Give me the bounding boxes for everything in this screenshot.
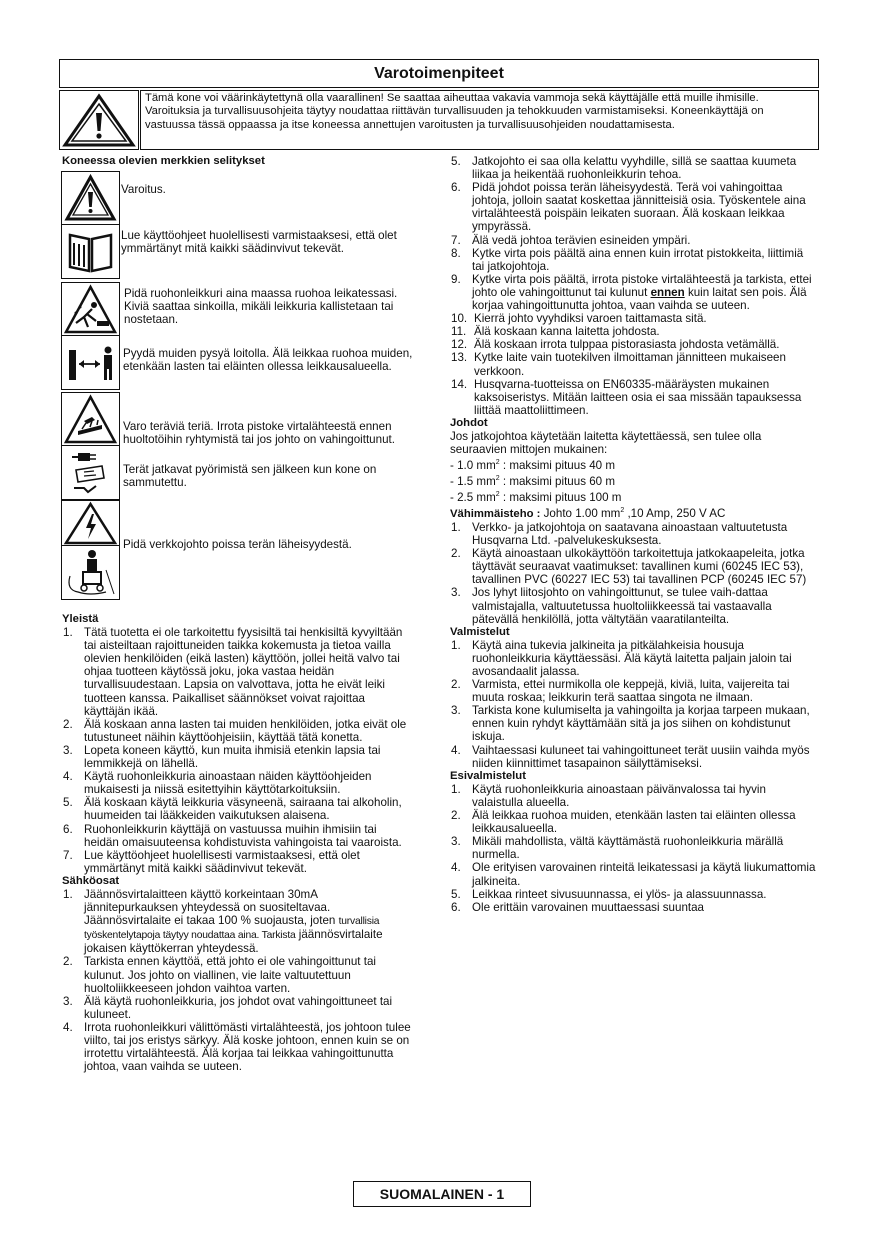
cords-list (450, 521, 817, 626)
electrical-item (450, 155, 817, 181)
cord-size-value: - 1.0 mm (450, 459, 496, 473)
electrical-item-text: Älä käytä ruohonleikkuria, jos johdot ovat vahingoittuneet tai kuluneet. (84, 994, 393, 1021)
sharp-blades-icon (62, 393, 119, 446)
prep-item-number: 2. (451, 678, 461, 692)
preprep-item-number: 2. (451, 809, 461, 823)
preprep-item (450, 783, 817, 809)
electrical-item-text: Husqvarna-tuotteissa on EN60335-määräysten mukainen kaksoiseristys. Mitään laitteen osia ei saa missään tapauksessa liittää maattoliittimeen. (474, 377, 802, 417)
cord-size-length: : maksimi pituus 60 m (499, 474, 615, 488)
electrical-list-a (62, 955, 412, 1073)
cords-min-value-a: Johto 1.00 mm (540, 506, 621, 520)
general-heading: Yleistä (62, 613, 99, 625)
electrical-item-text: Älä koskaan kanna laitetta johdosta. (474, 325, 660, 339)
cords-item-text: Käytä ainoastaan ulkokäyttöön tarkoitettuja jatkokaapeleita, jotka täyttävät seuraavat vaatimukset: tavallinen kumi (60245 IEC 53), tavallinen PVC (60227 IEC 53) tai tavallinen PCP (60245 IEC 57) (472, 547, 807, 587)
general-item-text: Ruohonleikkurin käyttäjä on vastuussa muihin ihmisiin tai heidän omaisuuteensa kohdistuvista vahingoista tai vaaroista. (84, 822, 402, 849)
cord-size-length: : maksimi pituus 100 m (499, 490, 622, 504)
prep-item (450, 744, 817, 770)
general-item-text: Lue käyttöohjeet huolellisesti varmistaaksesi, että olet ymmärtänyt mitä kaikki säädinvivut tekevät. (84, 848, 360, 875)
prep-item (450, 639, 817, 678)
electrical-item (450, 312, 817, 325)
electrical-item-number: 2. (63, 955, 73, 969)
symbol-distance-text: Pyydä muiden pysyä loitolla. Älä leikkaa ruohoa muiden, etenkään lasten tai eläinten ollessa leikkausalueella. (123, 347, 413, 374)
intro-text: Tämä kone voi väärinkäytettynä olla vaarallinen! Se saattaa aiheuttaa vakavia vammoja sekä käyttäjälle että muille ihmisille. Varoituksia ja turvallisuusohjeita täytyy noudattaa riittävän turvallisuuden ja tehokkuuden varmistamiseksi. Koneenkäyttäjä on vastuussa tässä oppaassa ja itse koneessa annettujen varoitusten ja turvallisuusohjeiden noudattamisesta. (140, 90, 819, 150)
electrical-item-number: 6. (451, 181, 461, 195)
general-list (62, 626, 412, 875)
prep-item-number: 1. (451, 638, 461, 652)
thrown-objects-icon (62, 283, 119, 336)
cords-min-value-b: ,10 Amp, 250 V AC (624, 506, 726, 520)
electrical-item-number: 11. (451, 325, 467, 339)
cords-item-number: 1. (451, 520, 461, 534)
electric-shock-icon (62, 501, 119, 546)
prep-heading: Valmistelut (450, 625, 510, 638)
electrical-item-1: 1. Jäännösvirtalaitteen käyttö korkeintaan 30mA jännitepurkauksen yhteydessä on suositeltavaa. Jäännösvirtalaite ei takaa 100 % suojausta, joten turvallisia työskentelytapoja täytyy noudattaa aina. Tarkista jäännösvirtalaite jokaisen käyttökerran yhteydessä. (63, 887, 383, 956)
symbol-blades-text-2: Terät jatkavat pyörimistä sen jälkeen kun kone on sammutettu. (123, 463, 377, 490)
electrical-item-9: 9. Kytke virta pois päältä, irrota pistoke virtalähteestä ja tarkista, ettei johto ole vahingoittunut tai kulunut ennen kuin laitat sen pois. Älä korjaa vahingoittunutta johtoa, vaan vaihda se uuteen. (451, 272, 812, 313)
cord-size-row (450, 456, 817, 472)
electrical-item-9-b: kuin laitat sen pois. Älä korjaa vahingoittunutta johtoa, vaan vaihda se uuteen. (472, 285, 807, 313)
electrical-heading: Sähköosat (62, 874, 120, 887)
general-item-number: 5. (63, 796, 73, 810)
page-footer: SUOMALAINEN - 1 (353, 1181, 531, 1207)
general-item (62, 770, 412, 796)
cord-size-sup: 2 (495, 459, 500, 467)
electrical-item (62, 955, 412, 994)
cord-size-value: - 2.5 mm (450, 490, 496, 504)
electrical-item-text: Jatkojohto ei saa olla kelattu vyyhdille, sillä se saattaa kuumeta liikaa ja heikentää ruohonleikkurin tehoa. (472, 155, 797, 182)
symbol-manual-box (61, 224, 120, 279)
electrical-item-number: 10. (451, 312, 468, 326)
electrical-item-1-a: Jäännösvirtalaitteen käyttö korkeintaan 30mA jännitepurkauksen yhteydessä on suositeltavaa. Jäännösvirtalaite ei takaa 100 % suojausta, joten (84, 887, 336, 928)
electrical-item-number: 8. (451, 246, 461, 260)
electrical-item (450, 234, 817, 247)
preprep-item-text: Leikkaa rinteet sivusuunnassa, ei ylös- ja alassuunnassa. (472, 887, 767, 901)
symbol-distance-box (61, 335, 120, 390)
electrical-item-1-b: turvallisia työskentelytapoja täytyy noudattaa aina. Tarkista (84, 916, 380, 942)
electrical-item (450, 325, 817, 338)
electrical-item-number: 5. (451, 155, 461, 168)
general-item-number: 3. (63, 743, 73, 757)
cords-heading: Johdot (450, 416, 488, 429)
general-item-number: 2. (63, 717, 73, 731)
general-item-number: 7. (63, 848, 73, 862)
prep-item (450, 704, 817, 743)
prep-item-text: Tarkista kone kulumiselta ja vahingoilta ja korjaa tarpeen mukaan, ennen kuin ryhdyt käyttämään sitä ja jos siihen on kohdistunut iskuja. (472, 704, 810, 744)
symbol-shock-box (61, 500, 120, 547)
electrical-item-text: Kytke virta pois päältä aina ennen kuin irrotat pistokkeita, liittimiä tai jatkojohtoja. (472, 246, 804, 273)
cord-mower-icon (62, 546, 119, 599)
prep-item (450, 678, 817, 704)
symbol-thrown-objects-box (61, 282, 120, 337)
preprep-item (450, 888, 817, 901)
electrical-list-c (450, 312, 817, 417)
electrical-item (450, 351, 817, 377)
preprep-item-text: Ole erittäin varovainen muuttaessasi suuntaa (472, 900, 705, 914)
electrical-item-text: Älä vedä johtoa terävien esineiden ympäri. (472, 233, 691, 247)
cords-min-sup: 2 (620, 507, 625, 515)
left-column-flow (62, 613, 412, 1073)
electrical-item (450, 378, 817, 417)
symbol-unplug-box (61, 445, 120, 500)
preprep-item-number: 1. (451, 782, 461, 796)
preprep-item (450, 835, 817, 861)
cord-size-length: : maksimi pituus 40 m (499, 459, 615, 473)
general-item (62, 626, 412, 718)
cord-size-row (450, 488, 817, 504)
electrical-item-number: 7. (451, 233, 461, 247)
cord-size-row (450, 472, 817, 488)
electrical-item (450, 247, 817, 273)
general-item (62, 718, 412, 744)
preprep-item (450, 861, 817, 887)
keep-distance-icon (62, 336, 119, 389)
cords-minimum (450, 504, 817, 521)
prep-item-number: 4. (451, 743, 461, 757)
preprep-item (450, 901, 817, 914)
cords-intro: Jos jatkojohtoa käytetään laitetta käytettäessä, sen tulee olla seuraavien mittojen mukainen: (450, 429, 762, 457)
symbol-blades-box (61, 392, 120, 447)
preprep-item-text: Älä leikkaa ruohoa muiden, etenkään lasten tai eläinten ollessa leikkausalueella. (472, 809, 796, 836)
general-item-text: Käytä ruohonleikkuria ainoastaan näiden käyttöohjeiden mukaisesti ja niissä esitettyihin käyttötarkoituksiin. (84, 770, 372, 797)
general-item-text: Älä koskaan käytä leikkuria väsyneenä, sairaana tai alkoholin, huumeiden tai lääkkeiden vaikutuksen alaisena. (84, 796, 402, 823)
symbol-cord-text: Pidä verkkojohto poissa terän läheisyydestä. (123, 538, 352, 551)
unplug-icon (62, 446, 119, 499)
preprep-item-number: 4. (451, 861, 461, 875)
general-item-number: 6. (63, 822, 73, 836)
cords-item (450, 521, 817, 547)
prep-list (450, 639, 817, 770)
preprep-item-number: 5. (451, 887, 461, 901)
cord-size-sup: 2 (495, 475, 500, 483)
electrical-item-text: Pidä johdot poissa terän läheisyydestä. Terä voi vahingoittaa johtoja, jolloin saatat koskettaa jännitteisiä osia. Työskentele aina virtalähteestä poispäin leikaten suoraan. Älä koskaan leikkaa ympyrässä. (472, 181, 806, 234)
electrical-item-text: Kytke laite vain tuotekilven ilmoittaman jännitteen mukaiseen verkkoon. (474, 351, 786, 378)
preprep-item-text: Mikäli mahdollista, vältä käyttämästä ruohonleikkuria märällä nurmella. (472, 835, 784, 862)
electrical-item-text: Tarkista ennen käyttöä, että johto ei ole vahingoittunut tai kulunut. Jos johto on viallinen, vie laite valtuutettuun huoltoliikkeeseen johdon vaihtoa varten. (84, 955, 376, 995)
symbol-blades-text-1: Varo teräviä teriä. Irrota pistoke virtalähteestä ennen huoltotöihin ryhtymistä tai jos johto on vahingoittunut. (123, 420, 395, 447)
symbols-heading: Koneessa olevien merkkien selitykset (62, 155, 265, 167)
symbol-cord-box (61, 545, 120, 600)
cords-min-label: Vähimmäisteho : (450, 507, 541, 520)
general-item-text: Älä koskaan anna lasten tai muiden henkilöiden, jotka eivät ole tutustuneet näihin käyttöohjeisiin, käyttää tätä konetta. (84, 717, 407, 744)
page-title: Varotoimenpiteet (59, 59, 819, 88)
general-item-text: Tätä tuotetta ei ole tarkoitettu fyysisiltä tai henkisiltä kyvyiltään tai aisteiltaan rajoittuneiden taikka kokemusta ja tietoa vailla olevien henkilöiden (eikä lasten) käyttöön, jollei heitä valvo tai ohjaa tuotteen käytössä joku, joka vastaa heidän turvallisuudestaan. Lapsia on valvottava, jotta he eivät leiki tuotteen kanssa. Paikalliset säännökset voivat rajoittaa käyttäjän ikää. (84, 626, 403, 718)
preprep-item-text: Ole erityisen varovainen rinteitä leikatessasi ja käytä liukumattomia jalkineita. (472, 861, 816, 888)
cords-item-number: 2. (451, 547, 461, 561)
general-item (62, 823, 412, 849)
symbol-warning-box (61, 171, 120, 226)
prep-item-number: 3. (451, 704, 461, 718)
electrical-item-text: Kierrä johto vyyhdiksi varoen taittamasta sitä. (474, 312, 707, 326)
preprep-item (450, 809, 817, 835)
electrical-item-text: Irrota ruohonleikkuri välittömästi virtalähteestä, jos johtoon tulee viilto, tai jos eristys särkyy. Älä koske johtoon, ennen kuin se on irrotettu virtalähteestä. Älä korjaa tai leikkaa vahingoittunutta johtoa, vaan vaihda se uuteen. (84, 1020, 411, 1074)
electrical-item-number: 4. (63, 1020, 73, 1034)
cord-sizes (450, 456, 817, 504)
electrical-item-number: 13. (451, 351, 468, 365)
electrical-item (62, 995, 412, 1021)
warning-triangle-icon (62, 172, 119, 225)
right-column-flow (450, 155, 817, 914)
general-item (62, 849, 412, 875)
general-item-number: 1. (63, 626, 73, 640)
symbol-ground-text: Pidä ruohonleikkuri aina maassa ruohoa leikatessasi. Kiviä saattaa sinkoilla, mikäli leikkuria kallistetaan tai nostetaan. (124, 287, 398, 327)
cords-item-text: Verkko- ja jatkojohtoja on saatavana ainoastaan valtuutetusta Husqvarna Ltd. -palvelukeskuksesta. (472, 520, 788, 548)
cords-item-number: 3. (451, 586, 461, 600)
intro-warning-icon-box (59, 90, 139, 150)
electrical-item-number: 3. (63, 994, 73, 1008)
electrical-item (450, 338, 817, 351)
electrical-list-b (450, 155, 817, 273)
electrical-item-text: Älä koskaan irrota tulppaa pistorasiasta johdosta vetämällä. (474, 338, 780, 352)
general-item-text: Lopeta koneen käyttö, kun muita ihmisiä etenkin lapsia tai lemmikkejä on lähellä. (84, 743, 381, 771)
cords-item (450, 547, 817, 586)
prep-item-text: Käytä aina tukevia jalkineita ja pitkälahkeisia housuja ruohonleikkuria käyttäessäsi. Älä käytä laitetta paljain jaloin tai avosandaalit jalassa. (472, 638, 792, 678)
cord-size-value: - 1.5 mm (450, 474, 496, 488)
electrical-item-number: 12. (451, 338, 468, 352)
electrical-item-1-c: jäännösvirtalaite jokaisen käyttökerran yhteydessä. (84, 928, 383, 956)
preprep-heading: Esivalmistelut (450, 769, 526, 782)
electrical-item (450, 181, 817, 233)
general-item (62, 796, 412, 822)
warning-triangle-icon (60, 91, 138, 149)
symbol-manual-text: Lue käyttöohjeet huolellisesti varmistaaksesi, että olet ymmärtänyt mitä kaikki säädinvivut tekevät. (121, 229, 397, 256)
prep-item-text: Varmista, ettei nurmikolla ole keppejä, kiviä, luita, vaijereita tai muuta roskaa; leikkurin terä saattaa singota ne ilmaan. (472, 678, 790, 705)
manual-book-icon (62, 225, 119, 278)
electrical-item-number: 14. (451, 377, 468, 391)
general-item-number: 4. (63, 770, 73, 784)
electrical-item (62, 1021, 412, 1073)
preprep-item-text: Käytä ruohonleikkuria ainoastaan päivänvalossa tai hyvin valaistulla alueella. (472, 782, 766, 809)
cords-item-text: Jos lyhyt liitosjohto on vahingoittunut, se tulee vaih-dattaa valmistajalla, valtuutetussa huoltoliikkeessä tai vastaavalla pätevällä henkilöllä, jotta vältytään vaaratilanteilta. (472, 586, 772, 626)
prep-item-text: Vaihtaessasi kuluneet tai vahingoittuneet terät uusiin vaihda myös niiden kiinnittimet tasapainon säilyttämiseksi. (472, 743, 810, 770)
electrical-item-9-a: Kytke virta pois päältä, irrota pistoke virtalähteestä ja tarkista, ettei johto ole vahingoittunut tai kulunut (472, 272, 812, 299)
general-item (62, 744, 412, 770)
preprep-list (450, 783, 817, 914)
preprep-item-number: 6. (451, 900, 461, 914)
cords-item (450, 586, 817, 625)
electrical-item-9-emphasis: ennen (650, 285, 685, 299)
symbol-warning-text: Varoitus. (121, 183, 166, 196)
preprep-item-number: 3. (451, 835, 461, 849)
cord-size-sup: 2 (495, 491, 500, 499)
